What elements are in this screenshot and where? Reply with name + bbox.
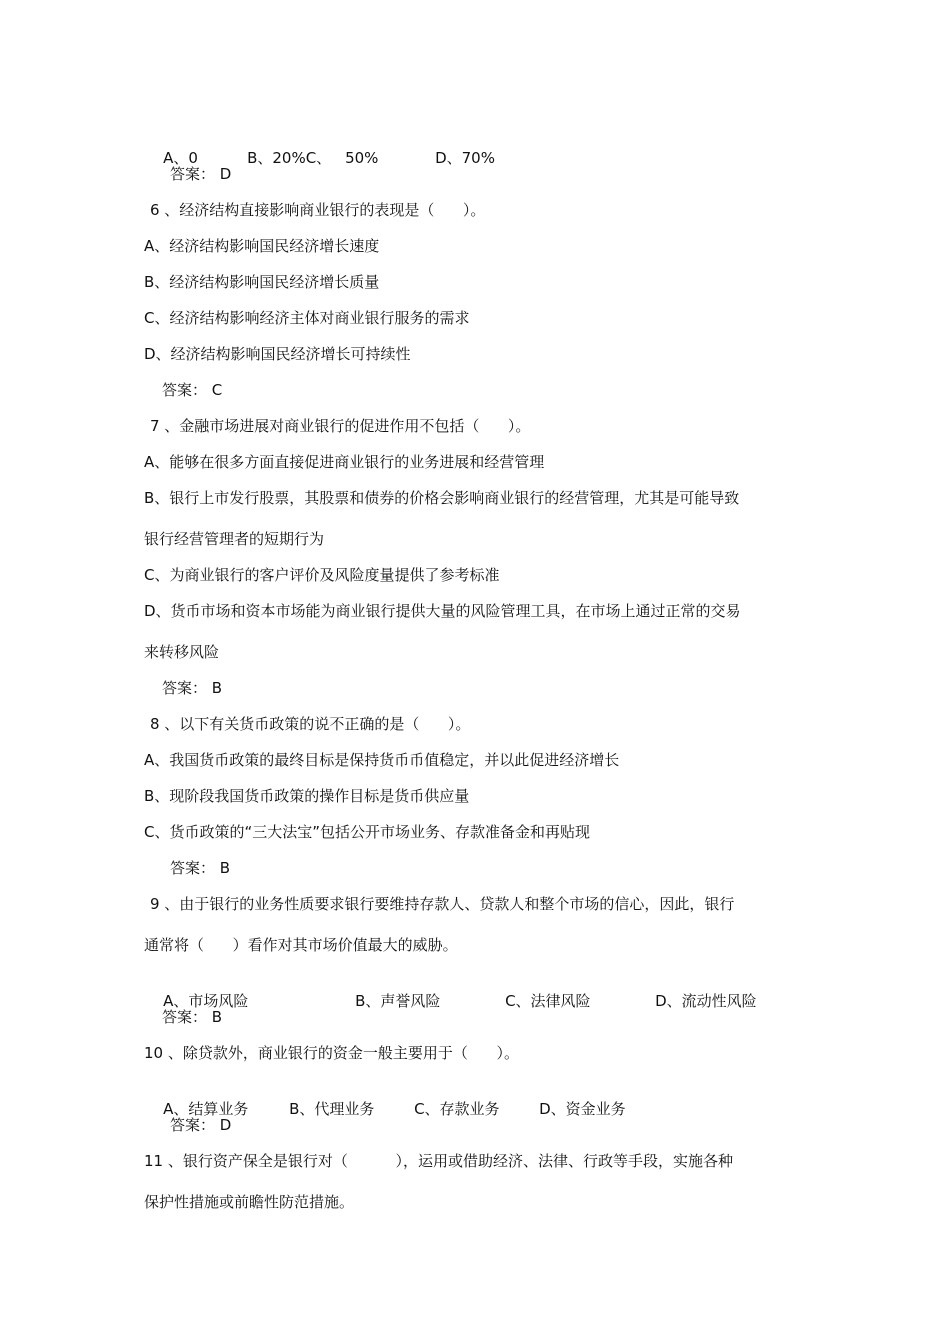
q9-option-c: C、法律风险	[505, 992, 591, 1010]
q9-option-a: A、市场风险	[163, 992, 249, 1010]
q7-option-a: A、能够在很多方面直接促进商业银行的业务进展和经营管理	[144, 453, 545, 471]
q6-option-a: A、经济结构影响国民经济增长速度	[144, 237, 380, 255]
q10-option-a: A、结算业务	[163, 1100, 249, 1118]
q5-option-c: 50%	[345, 149, 379, 167]
q9-answer: 答案： B	[162, 1008, 223, 1026]
q11-stem-cont: 保护性措施或前瞻性防范措施。	[144, 1193, 355, 1211]
q9-options	[144, 971, 757, 1031]
q6-option-c: C、经济结构影响经济主体对商业银行服务的需求	[144, 309, 470, 327]
q5-answer: 答案： D	[170, 165, 232, 183]
q7-option-d: D、货币市场和资本市场能为商业银行提供大量的风险管理工具，在市场上通过正常的交易	[144, 602, 741, 620]
q7-answer: 答案： B	[162, 679, 223, 697]
q6-stem: 6 、经济结构直接影响商业银行的表现是（ ）。	[150, 201, 486, 219]
q5-option-a: A、0	[163, 149, 198, 167]
q9-stem-cont: 通常将（ ）看作对其市场价值最大的威胁。	[144, 936, 458, 954]
q7-option-c: C、为商业银行的客户评价及风险度量提供了参考标准	[144, 566, 500, 584]
q7-option-b-cont: 银行经营管理者的短期行为	[144, 530, 325, 548]
q9-option-b: B、声誉风险	[355, 992, 441, 1010]
q6-option-d: D、经济结构影响国民经济增长可持续性	[144, 345, 411, 363]
q8-answer: 答案： B	[170, 859, 231, 877]
q8-option-c: C、货币政策的“三大法宝”包括公开市场业务、存款准备金和再贴现	[144, 823, 591, 841]
q5-option-d: D、70%	[435, 149, 495, 167]
q5-option-b: B、20%C、	[247, 149, 332, 167]
q7-stem: 7 、金融市场进展对商业银行的促进作用不包括（ ）。	[150, 417, 531, 435]
q9-option-d: D、流动性风险	[655, 992, 757, 1010]
q11-stem: 11 、银行资产保全是银行对（ ），运用或借助经济、法律、行政等手段，实施各种	[144, 1152, 734, 1170]
q10-option-d: D、资金业务	[539, 1100, 626, 1118]
q10-option-c: C、存款业务	[414, 1100, 500, 1118]
q6-answer: 答案： C	[162, 381, 223, 399]
q8-stem: 8 、以下有关货币政策的说不正确的是（ ）。	[150, 715, 471, 733]
q7-option-d-cont: 来转移风险	[144, 643, 220, 661]
q8-option-b: B、现阶段我国货币政策的操作目标是货币供应量	[144, 787, 470, 805]
q10-stem: 10 、除贷款外，商业银行的资金一般主要用于（ ）。	[144, 1044, 519, 1062]
q7-option-b: B、银行上市发行股票，其股票和债券的价格会影响商业银行的经营管理，尤其是可能导致	[144, 489, 740, 507]
q10-option-b: B、代理业务	[289, 1100, 375, 1118]
q9-stem: 9 、由于银行的业务性质要求银行要维持存款人、贷款人和整个市场的信心，因此，银行	[150, 895, 735, 913]
q10-answer: 答案： D	[170, 1116, 232, 1134]
q6-option-b: B、经济结构影响国民经济增长质量	[144, 273, 380, 291]
q8-option-a: A、我国货币政策的最终目标是保持货币币值稳定，并以此促进经济增长	[144, 751, 620, 769]
